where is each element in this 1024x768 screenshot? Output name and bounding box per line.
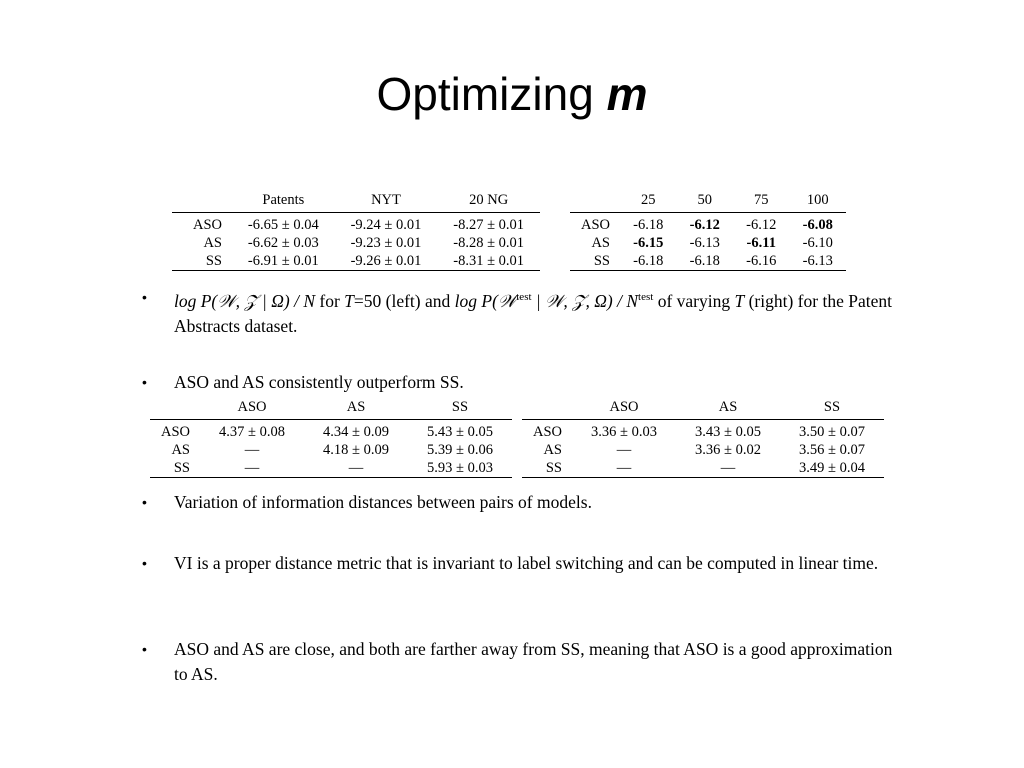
table-cell: 3.43 ± 0.05 [695,424,761,440]
table-cell: 5.43 ± 0.05 [427,424,493,440]
bullet-dot-icon: • [142,494,147,510]
table-row-label: SS [570,252,620,271]
table-cell: -6.16 [733,252,790,271]
table-cell: -6.18 [633,217,664,233]
table-header-cell: AS [304,395,408,420]
table-header-row [150,395,512,420]
bullet-1-text [174,285,894,339]
table-cell: -6.18 [620,252,677,271]
table-cell: 3.36 ± 0.02 [695,442,761,458]
table-row-label: ASO [580,217,610,233]
bullet-1-sup: test [638,291,654,303]
table-cell: 4.18 ± 0.09 [323,442,389,458]
bullet-1-formula-1: log P(𝒲, 𝒵 | Ω) / N [174,290,315,311]
table-cell: — [244,442,260,458]
table-cell: 4.37 ± 0.08 [219,424,285,440]
table-row [150,441,512,459]
table-row [522,441,884,459]
vi-distance-table-right [522,395,884,478]
table-row-label: AS [171,442,190,458]
table-header-row [570,188,846,213]
table-cell: — [616,442,632,458]
table-header-cell: AS [676,395,780,420]
table-row-label: ASO [192,217,222,233]
table-cell: — [676,459,780,478]
table-cell: -6.12 [689,217,720,233]
bullet-1-var: T [344,290,354,311]
table-row [150,420,512,442]
table-row [570,213,846,235]
table-header-cell: 50 [677,188,734,213]
vi-distance-table-left [150,395,512,478]
table-row-label: AS [203,235,222,251]
slide-title-variable: m [606,68,648,120]
bullet-dot-icon: • [142,374,147,390]
table-cell: -6.13 [790,252,847,271]
table-cell: 3.56 ± 0.07 [799,442,865,458]
table-header-cell: SS [408,395,512,420]
table-cell: -6.08 [802,217,833,233]
table-row-label: SS [172,252,232,271]
bullet-5-text: ASO and AS are close, and both are farther away from SS, meaning that ASO is a good approximation to AS. [174,639,893,684]
table-cell: -6.62 ± 0.03 [247,235,319,251]
table-row [172,213,540,235]
bullet-4-text: VI is a proper distance metric that is invariant to label switching and can be computed in linear time. [174,553,879,573]
table-header-blank [172,188,232,213]
table-row-label: AS [591,235,610,251]
table-row [522,420,884,442]
table-row-label: SS [522,459,572,478]
table-header-cell: SS [780,395,884,420]
table-cell: -6.15 [633,235,664,251]
table-cell: 4.34 ± 0.09 [323,424,389,440]
bullet-dot-icon: • [142,289,147,305]
bullet-dot-icon: • [142,555,147,571]
table-cell: -8.31 ± 0.01 [437,252,540,271]
table-cell: — [304,459,408,478]
bullet-1-span: (right) for the Patent Abstracts dataset. [174,290,892,336]
table-header-cell: NYT [335,188,438,213]
table-header-blank [522,395,572,420]
slide-title [0,62,1024,126]
table-cell: — [572,459,676,478]
table-cell: -6.18 [677,252,734,271]
table-cell: -6.12 [746,217,777,233]
table-cell: -6.11 [746,235,776,251]
table-header-cell: 100 [790,188,847,213]
table-header-cell: ASO [572,395,676,420]
table-row [172,234,540,252]
bullet-3-text: Variation of information distances between pairs of models. [174,492,592,512]
bullet-dot-icon: • [142,641,147,657]
table-cell: 5.39 ± 0.06 [427,442,493,458]
table-header-cell: Patents [232,188,335,213]
table-cell: 5.93 ± 0.03 [408,459,512,478]
table-header-row [522,395,884,420]
table-row-label: SS [150,459,200,478]
table-row [172,252,540,271]
bullet-1-span: =50 (left) and [353,290,455,311]
table-cell: -9.23 ± 0.01 [350,235,422,251]
table-cell: 3.36 ± 0.03 [591,424,657,440]
table-row-label: ASO [532,424,562,440]
bullet-1-formula-3: | 𝒲, 𝒵, Ω) / N [531,290,639,311]
bullet-1-sup: test [516,291,532,303]
bullet-1-var: T [734,290,745,311]
table-header-cell: 25 [620,188,677,213]
table-header-cell: 20 NG [437,188,540,213]
table-cell: -8.28 ± 0.01 [453,235,525,251]
table-cell: -6.13 [689,235,720,251]
slide-title-text: Optimizing [376,68,594,120]
loglik-varying-t-table [570,188,846,271]
table-header-cell: ASO [200,395,304,420]
table-row-label: AS [543,442,562,458]
table-header-cell: 75 [733,188,790,213]
table-cell: 3.49 ± 0.04 [780,459,884,478]
table-row-label: ASO [160,424,190,440]
table-header-blank [570,188,620,213]
table-row [570,252,846,271]
table-cell: -6.10 [802,235,833,251]
table-cell: -9.26 ± 0.01 [335,252,438,271]
table-cell: -9.24 ± 0.01 [350,217,422,233]
table-cell: -8.27 ± 0.01 [453,217,525,233]
table-row [522,459,884,478]
table-cell: -6.91 ± 0.01 [232,252,335,271]
table-cell: 3.50 ± 0.07 [799,424,865,440]
table-row [150,459,512,478]
table-cell: -6.65 ± 0.04 [247,217,319,233]
table-row [570,234,846,252]
table-header-blank [150,395,200,420]
bullet-2-text: ASO and AS consistently outperform SS. [174,372,464,392]
table-header-row [172,188,540,213]
bullet-1-span: for [315,290,345,311]
loglik-datasets-table [172,188,540,271]
bullet-1-formula-2: log P(𝒲 [454,290,517,311]
bullet-1-span: of varying [653,290,735,311]
table-cell: — [200,459,304,478]
